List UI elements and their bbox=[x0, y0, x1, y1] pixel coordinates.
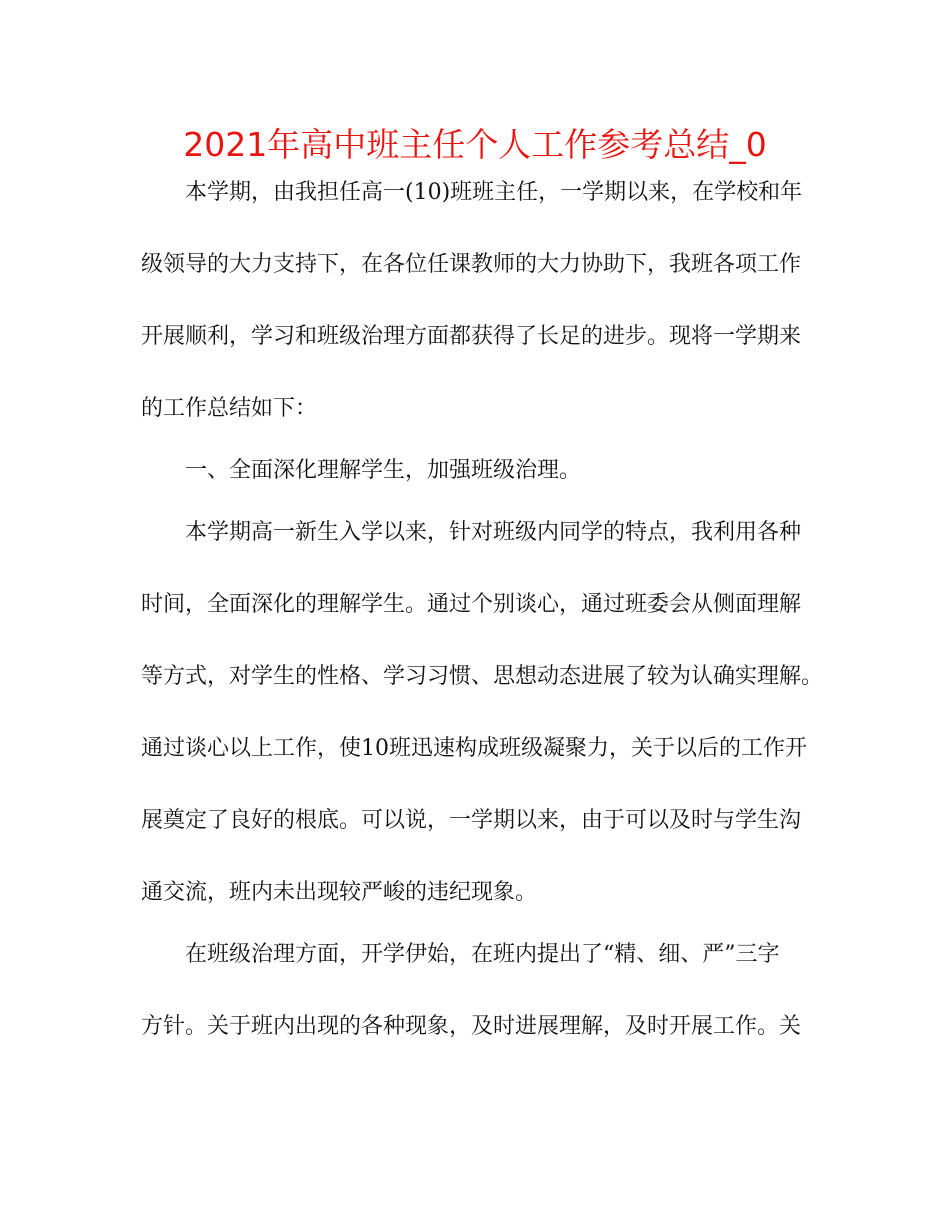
paragraph-line: 开展顺利，学习和班级治理方面都获得了长足的进步。现将一学期来 bbox=[141, 324, 802, 349]
paragraph-line: 方针。关于班内出现的各种现象，及时进展理解，及时开展工作。关 bbox=[141, 1014, 802, 1039]
section-heading: 一、全面深化理解学生，加强班级治理。 bbox=[185, 458, 582, 483]
paragraph-line: 等方式，对学生的性格、学习习惯、思想动态进展了较为认确实理解。 bbox=[141, 664, 824, 689]
paragraph-line: 级领导的大力支持下，在各位任课教师的大力协助下，我班各项工作 bbox=[141, 252, 802, 277]
paragraph-line: 的工作总结如下： bbox=[141, 396, 318, 421]
paragraph-line: 本学期高一新生入学以来，针对班级内同学的特点，我利用各种 bbox=[185, 520, 802, 545]
paragraph-line: 通交流，班内未出现较严峻的违纪现象。 bbox=[141, 880, 538, 905]
paragraph-line: 本学期，由我担任高一(10)班班主任，一学期以来，在学校和年 bbox=[185, 180, 803, 205]
paragraph-line: 通过谈心以上工作，使10班迅速构成班级凝聚力，关于以后的工作开 bbox=[141, 736, 807, 761]
paragraph-line: 时间，全面深化的理解学生。通过个别谈心，通过班委会从侧面理解 bbox=[141, 592, 802, 617]
paragraph-line: 展奠定了良好的根底。可以说，一学期以来，由于可以及时与学生沟 bbox=[141, 808, 802, 833]
paragraph-line: 在班级治理方面，开学伊始，在班内提出了“精、细、严”三字 bbox=[185, 942, 780, 967]
document-title: 2021年高中班主任个人工作参考总结_0 bbox=[183, 125, 767, 164]
